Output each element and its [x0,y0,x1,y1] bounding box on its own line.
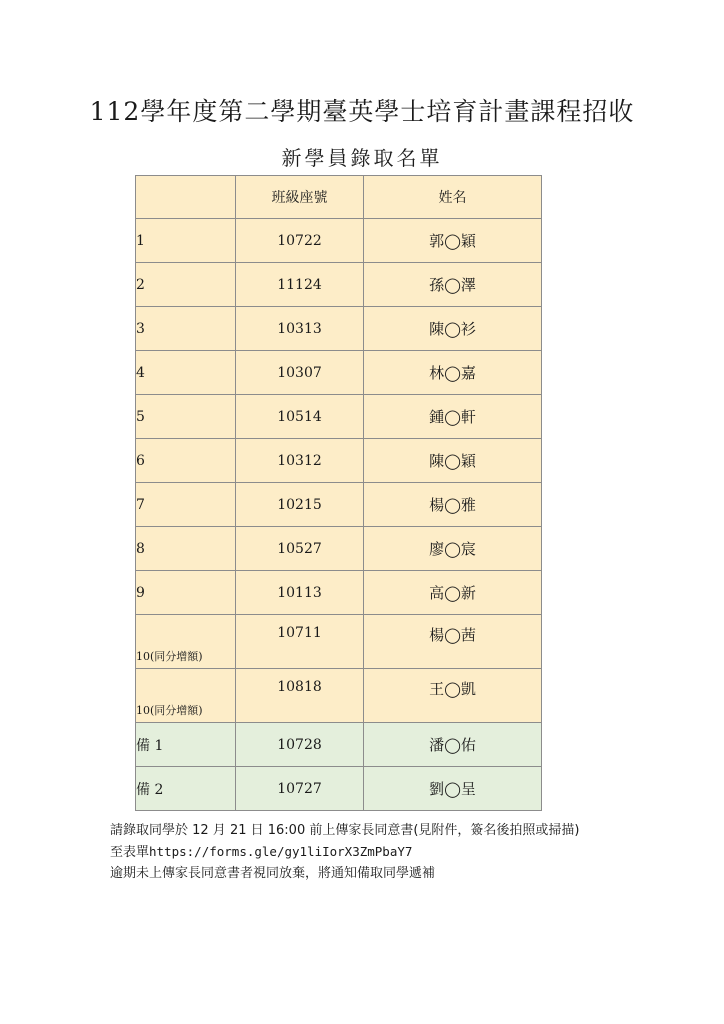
instruction-line-2 [110,841,710,863]
admission-table [135,175,542,811]
row-name: 王◯凱 [364,669,542,723]
header-name: 姓名 [364,176,542,219]
table-row [136,219,542,263]
row-rank: 3 [136,307,236,351]
table-row [136,483,542,527]
instruction-line-2-prefix: 至表單 [110,845,150,860]
row-rank: 1 [136,219,236,263]
row-name: 高◯新 [364,571,542,615]
row-rank: 2 [136,263,236,307]
instruction-line-3: 逾期未上傳家長同意書者視同放棄，將通知備取同學遞補 [110,866,436,881]
row-class-seat: 10307 [236,351,364,395]
row-rank: 4 [136,351,236,395]
row-rank: 6 [136,439,236,483]
table-row [136,395,542,439]
table-row [136,527,542,571]
row-class-seat: 10728 [236,723,364,767]
form-link[interactable]: https://forms.gle/gy1liIorX3ZmPbaY7 [149,844,413,859]
table-row-backup [136,767,542,811]
table-row [136,571,542,615]
row-class-seat: 10113 [236,571,364,615]
row-name: 廖◯宸 [364,527,542,571]
row-class-seat: 10313 [236,307,364,351]
table-row [136,307,542,351]
header-class-seat: 班級座號 [236,176,364,219]
table-row-backup [136,723,542,767]
row-name: 劉◯呈 [364,767,542,811]
row-class-seat: 10215 [236,483,364,527]
row-rank: 備 1 [136,723,236,767]
row-class-seat: 10818 [236,669,364,723]
row-class-seat: 10527 [236,527,364,571]
row-name: 林◯嘉 [364,351,542,395]
table-row [136,669,542,723]
header-rank [136,176,236,219]
row-name: 楊◯雅 [364,483,542,527]
row-name: 楊◯茜 [364,615,542,669]
row-class-seat: 10312 [236,439,364,483]
row-rank: 10(同分增額) [136,615,236,669]
row-name: 陳◯衫 [364,307,542,351]
row-rank: 10(同分增額) [136,669,236,723]
row-rank: 8 [136,527,236,571]
row-rank: 7 [136,483,236,527]
page-title: 112學年度第二學期臺英學士培育計畫課程招收 [89,97,635,126]
table-row [136,263,542,307]
row-class-seat: 10711 [236,615,364,669]
row-rank: 9 [136,571,236,615]
row-class-seat: 10727 [236,767,364,811]
row-name: 潘◯佑 [364,723,542,767]
page-subtitle: 新學員錄取名單 [281,146,443,170]
row-class-seat: 11124 [236,263,364,307]
table-header-row [136,176,542,219]
instructions [110,820,710,884]
instruction-line-1: 請錄取同學於 12 月 21 日 16:00 前上傳家長同意書(見附件，簽名後拍照或掃描) [110,823,580,838]
table-row [136,439,542,483]
row-name: 郭◯穎 [364,219,542,263]
row-rank: 備 2 [136,767,236,811]
row-rank: 5 [136,395,236,439]
row-class-seat: 10722 [236,219,364,263]
table-row [136,615,542,669]
table-row [136,351,542,395]
row-name: 陳◯穎 [364,439,542,483]
row-name: 鍾◯軒 [364,395,542,439]
row-name: 孫◯澤 [364,263,542,307]
row-class-seat: 10514 [236,395,364,439]
